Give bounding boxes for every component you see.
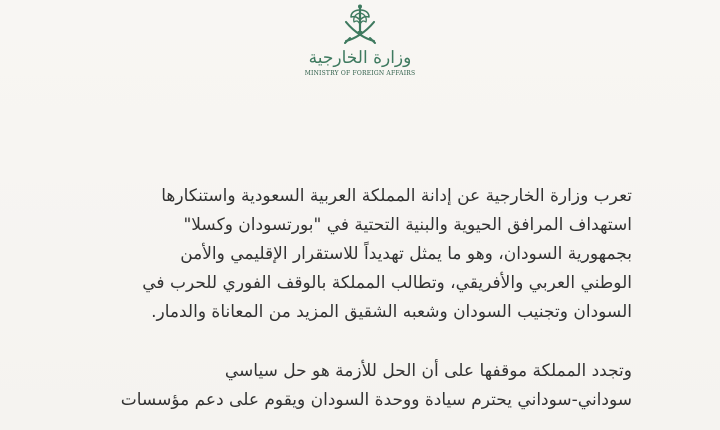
statement-body [112,182,632,415]
ministry-english-title: MINISTRY OF FOREIGN AFFAIRS [304,70,416,77]
letterhead [300,0,420,90]
statement-line: الوطني العربي والأفريقي، وتطالب المملكة بالوقف الفوري للحرب في [142,273,632,293]
statement-paragraph-2 [112,357,632,415]
statement-line: سوداني-سوداني يحترم سيادة ووحدة السودان ويقوم على دعم مؤسسات [120,390,632,410]
statement-paragraph-1 [112,182,632,327]
statement-line: بجمهورية السودان، وهو ما يمثل تهديداً للاستقرار الإقليمي والأمن [180,244,632,264]
saudi-emblem-icon [337,2,383,48]
statement-line: تعرب وزارة الخارجية عن إدانة المملكة العربية السعودية واستنكارها [161,186,632,206]
statement-line: السودان وتجنيب السودان وشعبه الشقيق المزيد من المعاناة والدمار. [151,302,632,322]
statement-line: استهداف المرافق الحيوية والبنية التحتية في "بورتسودان وكسلا" [183,215,632,235]
statement-line: وتجدد المملكة موقفها على أن الحل للأزمة هو حل سياسي [224,361,632,381]
ministry-arabic-title: وزارة الخارجية [308,48,412,68]
